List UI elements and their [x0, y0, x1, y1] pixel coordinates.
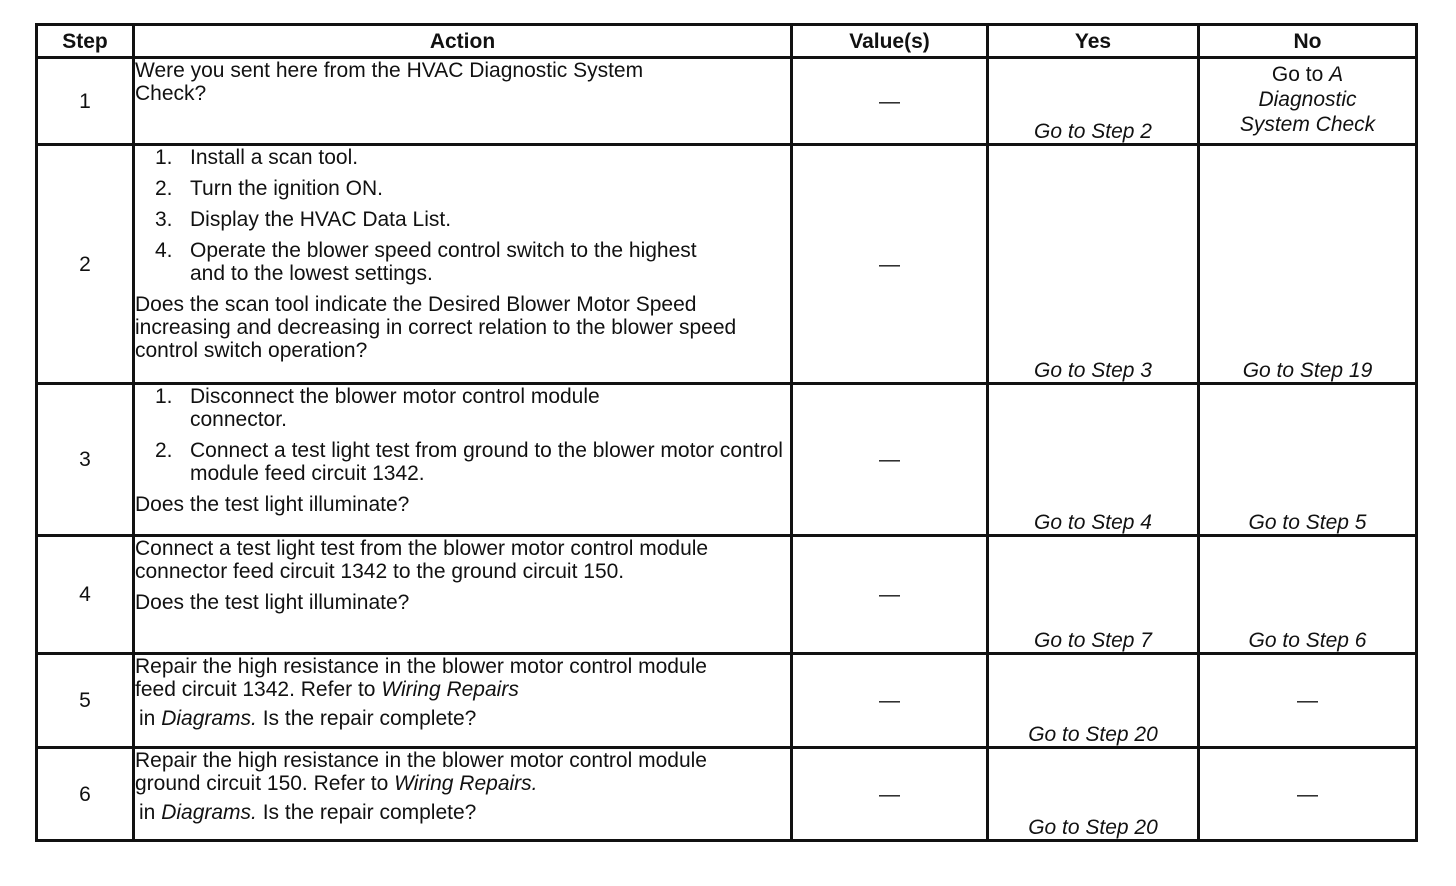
value-cell: —	[792, 384, 988, 536]
header-row	[37, 25, 1417, 58]
value-cell: —	[792, 536, 988, 654]
action-text: Repair the high resistance in the blower motor control module ground circuit 150. Refer to Wiring Repairs.	[135, 749, 707, 795]
header-no: No	[1199, 25, 1417, 58]
yes-cell: Go to Step 7	[988, 536, 1199, 654]
diagrams-ref: Diagrams.	[161, 707, 257, 730]
step-number: 3	[37, 384, 134, 536]
step-number: 4	[37, 536, 134, 654]
instruction-list	[135, 385, 790, 485]
action-cell	[134, 536, 792, 654]
table-row	[37, 536, 1417, 654]
value-cell: —	[792, 145, 988, 384]
list-item: 1. Disconnect the blower motor control module connector.	[155, 385, 600, 431]
action-text: Were you sent here from the HVAC Diagnostic System Check?	[135, 59, 644, 105]
step-number: 6	[37, 748, 134, 841]
no-cell: Go to Step 19	[1199, 145, 1417, 384]
yes-cell: Go to Step 20	[988, 748, 1199, 841]
yes-cell: Go to Step 20	[988, 654, 1199, 748]
instruction-list	[135, 146, 790, 285]
table-row	[37, 748, 1417, 841]
diagrams-ref: Diagrams.	[161, 801, 257, 824]
question-text: Does the scan tool indicate the Desired Blower Motor Speed increasing and decreasing in correct relation to the blower speed control switch operation?	[135, 293, 737, 362]
action-text: Connect a test light test from the blower motor control module connector feed circuit 1342 to the ground circuit 150.	[135, 537, 709, 583]
action-cell	[134, 384, 792, 536]
list-item: 1. Install a scan tool.	[155, 146, 359, 169]
step-number: 2	[37, 145, 134, 384]
question-text: Does the test light illuminate?	[135, 591, 410, 614]
step-number: 1	[37, 58, 134, 145]
table-row	[37, 58, 1417, 145]
header-yes: Yes	[988, 25, 1199, 58]
table-row	[37, 384, 1417, 536]
header-action: Action	[134, 25, 792, 58]
yes-cell: Go to Step 2	[988, 58, 1199, 145]
yes-cell: Go to Step 4	[988, 384, 1199, 536]
value-cell: —	[792, 58, 988, 145]
no-line2: Diagnostic	[1258, 87, 1357, 111]
value-cell: —	[792, 654, 988, 748]
wiring-repairs-ref: Wiring Repairs.	[394, 772, 538, 795]
list-item: 2. Turn the ignition ON.	[155, 177, 383, 200]
action-cell	[134, 654, 792, 748]
table-row	[37, 654, 1417, 748]
list-item: 3. Display the HVAC Data List.	[155, 208, 452, 231]
question-text: in Diagrams. Is the repair complete?	[139, 707, 477, 730]
yes-cell: Go to Step 3	[988, 145, 1199, 384]
no-cell: Go to Step 5	[1199, 384, 1417, 536]
no-cell: —	[1199, 654, 1417, 748]
diagnostic-table	[35, 23, 1418, 842]
question-text: Does the test light illuminate?	[135, 493, 410, 516]
action-cell	[134, 748, 792, 841]
no-line3: System Check	[1239, 112, 1376, 136]
question-text: in Diagrams. Is the repair complete?	[139, 801, 477, 824]
no-cell	[1199, 58, 1417, 145]
action-cell	[134, 145, 792, 384]
no-italic-a: A	[1329, 62, 1344, 86]
table-row	[37, 145, 1417, 384]
no-cell: Go to Step 6	[1199, 536, 1417, 654]
step-number: 5	[37, 654, 134, 748]
no-prefix: Go to	[1271, 62, 1330, 86]
action-text: Repair the high resistance in the blower motor control module feed circuit 1342. Refer to Wiring Repairs	[135, 655, 707, 701]
action-cell	[134, 58, 792, 145]
header-step: Step	[37, 25, 134, 58]
wiring-repairs-ref: Wiring Repairs	[381, 678, 519, 701]
no-cell: —	[1199, 748, 1417, 841]
list-item: 4. Operate the blower speed control switch to the highest and to the lowest settings.	[155, 239, 697, 285]
header-values: Value(s)	[792, 25, 988, 58]
list-item: 2. Connect a test light test from ground to the blower motor control module feed circuit 1342.	[155, 439, 783, 485]
value-cell: —	[792, 748, 988, 841]
